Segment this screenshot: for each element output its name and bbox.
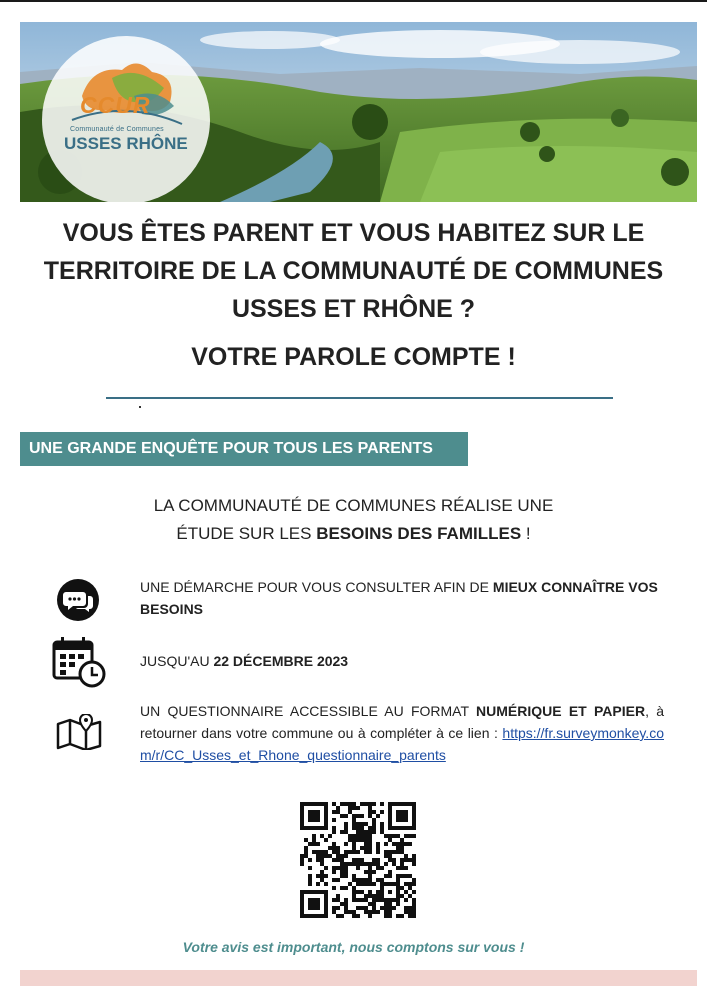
item-questionnaire-text — [140, 700, 664, 766]
headline-line-2: TERRITOIRE DE LA COMMUNAUTÉ DE COMMUNES — [43, 257, 664, 285]
item-2-bold: 22 DÉCEMBRE 2023 — [213, 653, 349, 669]
intro-line-1: LA COMMUNAUTÉ DE COMMUNES RÉALISE UNE — [153, 496, 554, 515]
intro-line-2-bold: BESOINS DES FAMILLES — [316, 524, 522, 543]
headline-line-1: VOUS ÊTES PARENT ET VOUS HABITEZ SUR LE — [62, 219, 645, 247]
item-3-bold: NUMÉRIQUE ET PAPIER — [476, 703, 646, 719]
page-headline — [20, 214, 687, 328]
map-pin-icon — [56, 714, 102, 755]
item-1-bold: MIEUX CONNAÎTRE VOS BESOINS — [140, 579, 658, 617]
headline-line-3: USSES ET RHÔNE ? — [231, 295, 476, 323]
logo-subtitle: Communauté de Communes — [70, 126, 164, 133]
section-divider — [106, 397, 613, 399]
qr-code-icon[interactable] — [300, 802, 416, 918]
item-2-text: JUSQU'AU — [140, 653, 214, 669]
item-3-text: UN QUESTIONNAIRE ACCESSIBLE AU FORMAT — [140, 703, 477, 719]
item-3-text-end: , à retourner dans votre commune ou à compléter à ce lien : — [140, 703, 665, 741]
bottom-decorative-band — [20, 970, 697, 986]
intro-line-2-start: ÉTUDE SUR LES — [176, 524, 317, 543]
closing-message: Votre avis est important, nous comptons sur vous ! — [182, 939, 525, 955]
calendar-clock-icon — [52, 636, 106, 693]
item-consultation-text — [140, 576, 670, 620]
page-subheadline: VOTRE PAROLE COMPTE ! — [191, 343, 516, 371]
logo-acronym: CCUR — [80, 92, 151, 118]
intro-line-2-end: ! — [521, 524, 531, 543]
survey-banner: UNE GRANDE ENQUÊTE POUR TOUS LES PARENTS — [20, 432, 468, 466]
chat-bubbles-icon — [57, 579, 99, 626]
ccur-logo — [42, 36, 210, 204]
scan-speck — [139, 406, 141, 408]
top-border-line — [0, 0, 707, 2]
leaf-emblem-icon — [42, 36, 210, 204]
logo-name: USSES RHÔNE — [64, 134, 188, 153]
item-1-text: UNE DÉMARCHE POUR VOUS CONSULTER AFIN DE — [140, 579, 493, 595]
survey-link[interactable]: https://fr.surveymonkey.com/r/CC_Usses_et_Rhone_questionnaire_parents — [140, 725, 664, 763]
item-deadline-text — [140, 650, 348, 672]
intro-text — [40, 492, 667, 548]
